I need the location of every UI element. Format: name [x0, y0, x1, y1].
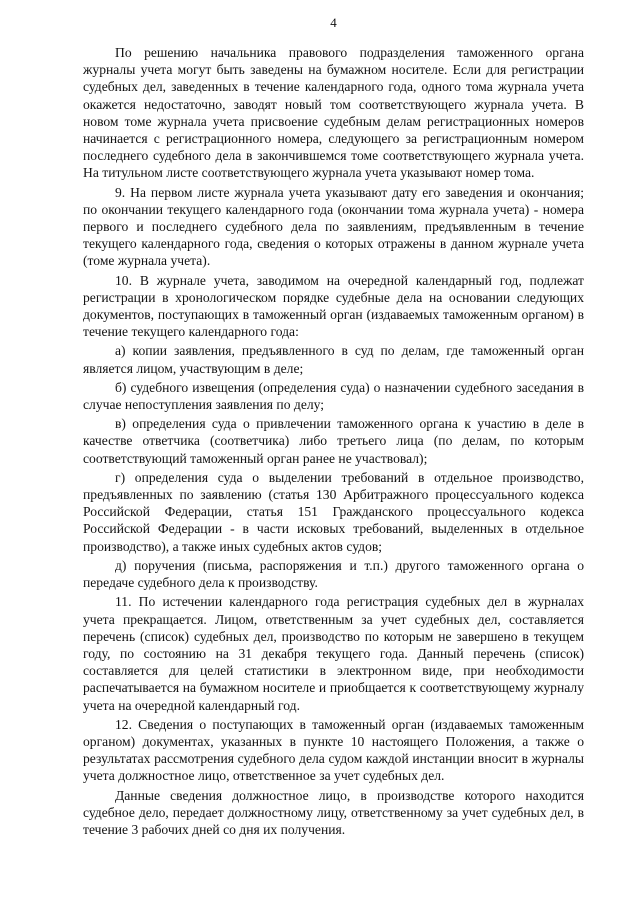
list-item-d: д) поручения (письма, распоряжения и т.п.) другого таможенного органа о передаче судебного дела к производству.: [83, 557, 584, 591]
list-item-b: б) судебного извещения (определения суда) о назначении судебного заседания в случае непоступления заявления по делу;: [83, 379, 584, 413]
paragraph-journals-paper: По решению начальника правового подразделения таможенного органа журналы учета могут быть заведены на бумажном носителе. Если для регистрации судебных дел, заведенных в течение календарного года, одного тома журнала учета окажется недостаточно, заводят новый том соответствующего журнала учета. В новом томе журнала учета присвоение судебным делам регистрационных номеров начинается с регистрационного номера, следующего за регистрационным номером последнего судебного дела в закончившемся томе соответствующего журнала учета. На титульном листе соответствующего журнала учета указывают номер тома.: [83, 45, 584, 181]
page-number: 4: [330, 15, 337, 30]
paragraph-item-12: 12. Сведения о поступающих в таможенный орган (издаваемых таможенным органом) документах, указанных в пункте 10 настоящего Положения, а также о результатах рассмотрения судебного дела судом каждой инстанции вносит в журналы учета должностное лицо, ответственное за учет судебных дел.: [83, 716, 584, 784]
list-item-v: в) определения суда о привлечении таможенного органа к участию в деле в качестве ответчика (соответчика) либо третьего лица (по делам, по которым соответствующий таможенный орган ранее не участвовал);: [83, 416, 584, 466]
list-item-a: а) копии заявления, предъявленного в суд по делам, где таможенный орган является лицом, участвующим в деле;: [83, 343, 584, 376]
paragraph-item-9: 9. На первом листе журнала учета указывают дату его заведения и окончания; по окончании текущего календарного года (окончании тома журнала учета) - номера первого и последнего судебного дела по заявлениям, предъявленным в течение текущего календарного года, сведения о которых отражены в данном журнале учета (томе журнала учета).: [83, 184, 584, 269]
list-item-g: г) определения суда о выделении требований в отдельное производство, предъявленных по заявлению (статья 130 Арбитражного процессуального кодекса Российской Федерации, статья 151 Гражданского процессуального кодекса Российской Федерации - в части исковых требований, выделенных в отдельное производство), а также иных судебных актов судов;: [83, 469, 584, 554]
paragraph-item-11: 11. По истечении календарного года регистрация судебных дел в журналах учета прекращается. Лицом, ответственным за учет судебных дел, составляется перечень (список) судебных дел, производство по которым не завершено в текущем году, по состоянию на 31 декабря текущего года. Данный перечень (список) составляется для целей статистики в электронном виде, при необходимости распечатывается на бумажном носителе и приобщается к соответствующему журналу учета на очередной календарный год.: [83, 594, 584, 713]
paragraph-transfer-info: Данные сведения должностное лицо, в производстве которого находится судебное дело, передает должностному лицу, ответственному за учет судебных дел, в течение 3 рабочих дней со дня их получения.: [83, 787, 584, 837]
paragraph-item-10: 10. В журнале учета, заводимом на очередной календарный год, подлежат регистрации в хронологическом порядке судебные дела на основании следующих документов, поступающих в таможенный орган (издаваемых таможенным органом) в течение текущего календарного года:: [83, 272, 584, 340]
